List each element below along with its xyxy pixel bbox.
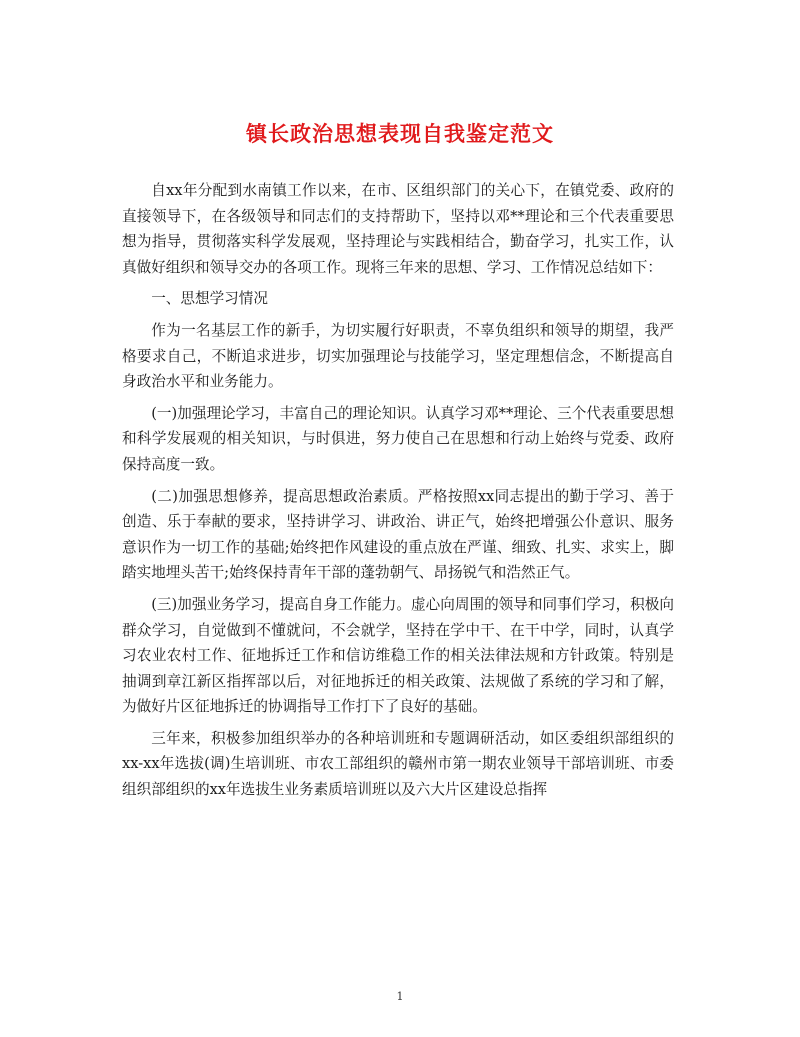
- paragraph: 三年来，积极参加组织举办的各种培训班和专题调研活动，如区委组织部组织的xx-xx年选拔(调)生培训班、市农工部组织的赣州市第一期农业领导干部培训班、市委组织部组织的xx年选拔生业务素质培训班以及六大片区建设总指挥: [122, 729, 674, 799]
- paragraph: 作为一名基层工作的新手，为切实履行好职责，不辜负组织和领导的期望，我严格要求自己，不断追求进步，切实加强理论与技能学习，坚定理想信念，不断提高自身政治水平和业务能力。: [122, 321, 674, 391]
- document-body: [122, 178, 674, 809]
- section-heading: 一、思想学习情况: [151, 290, 268, 308]
- page-number: 1: [396, 990, 404, 1003]
- paragraph-intro: 自xx年分配到水南镇工作以来，在市、区组织部门的关心下，在镇党委、政府的直接领导下，在各级领导和同志们的支持帮助下，坚持以邓**理论和三个代表重要思想为指导，贯彻落实科学发展观，坚持理论与实践相结合，勤奋学习，扎实工作，认真做好组织和领导交办的各项工作。现将三年来的思想、学习、工作情况总结如下：: [122, 182, 674, 276]
- document-title: 镇长政治思想表现自我鉴定范文: [246, 121, 554, 146]
- paragraph: (一)加强理论学习，丰富自己的理论知识。认真学习邓**理论、三个代表重要思想和科学发展观的相关知识，与时俱进，努力使自己在思想和行动上始终与党委、政府保持高度一致。: [122, 404, 674, 473]
- paragraph: (三)加强业务学习，提高自身工作能力。虚心向周围的领导和同事们学习，积极向群众学习，自觉做到不懂就问，不会就学，坚持在学中干、在干中学，同时，认真学习农业农村工作、征地拆迁工作和信访维稳工作的相关法律法规和方针政策。特别是抽调到章江新区指挥部以后，对征地拆迁的相关政策、法规做了系统的学习和了解，为做好片区征地拆迁的协调指导工作打下了良好的基础。: [122, 595, 674, 716]
- paragraph: (二)加强思想修养，提高思想政治素质。严格按照xx同志提出的勤于学习、善于创造、乐于奉献的要求，坚持讲学习、讲政治、讲正气，始终把增强公仆意识、服务意识作为一切工作的基础;始终把作风建设的重点放在严谨、细致、扎实、求实上，脚踏实地埋头苦干;始终保持青年干部的蓬勃朝气、昂扬锐气和浩然正气。: [122, 487, 674, 582]
